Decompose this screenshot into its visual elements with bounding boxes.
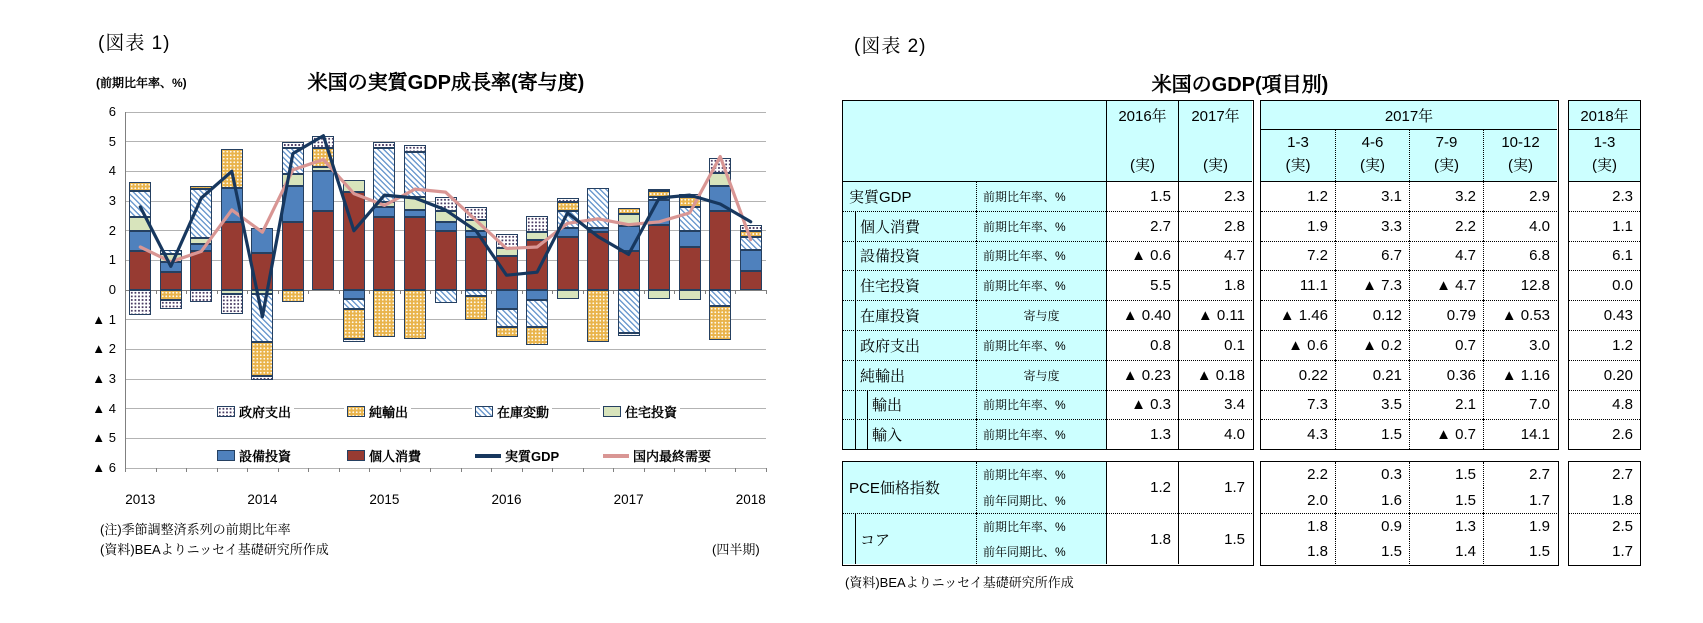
legend-label: 在庫変動 [497,405,550,420]
axis-tick [552,468,553,472]
pce-row-unit: 前年同期比、% [976,539,1106,565]
axis-tick [308,468,309,472]
y-tick-label: ▲ 4 [92,400,116,416]
year-label: 2016年 [1118,108,1167,125]
actual-label: (実) [1508,157,1533,174]
pce-cell-quarter: 0.9 [1335,513,1409,539]
cell-annual: ▲ 0.40 [1106,300,1178,330]
pce-cell-quarter: 1.4 [1409,539,1483,565]
y-tick-label: ▲ 2 [92,341,116,357]
year-label: 2017年 [1191,108,1240,125]
y-tick-label: 1 [108,252,116,268]
axis-tick [278,468,279,472]
chart-note: (注)季節調整済系列の前期比年率 [100,522,291,537]
legend-item-netex [344,401,411,422]
x-year-label: 2018 [735,492,766,507]
table-header-2018-group: 2018年 [1569,101,1640,129]
cell-2018: 2.6 [1569,419,1640,449]
row-unit: 前期比年率、% [976,211,1106,241]
figure1-label: (図表 1) [98,33,171,54]
cell-quarter: 14.1 [1483,419,1557,449]
cell-annual: ▲ 0.3 [1106,390,1178,420]
indent-line [855,211,856,449]
legend-label: 個人消費 [369,449,422,464]
actual-label: (実) [1360,157,1385,174]
pce-cell-quarter: 1.8 [1261,513,1335,539]
cell-quarter: 0.36 [1409,360,1483,390]
legend-swatch-inv [475,406,493,417]
pce-cell-2018: 1.7 [1612,542,1633,560]
indent-line [855,513,856,564]
cell-quarter: 3.3 [1335,211,1409,241]
chart-y-axis-unit-label: (前期比年率、%) [96,76,187,90]
table-header-quarter [1409,129,1483,181]
pce-row-unit: 前期比年率、% [976,513,1106,539]
chart-quarterly-note: (四半期) [712,542,760,557]
pce-cell-quarter: 1.5 [1335,539,1409,565]
cell-annual: 1.5 [1106,181,1178,211]
row-label-8: 輸出 [843,390,976,420]
cell-2018: 1.1 [1569,211,1640,241]
pce-cell-2018: 1.8 [1612,491,1633,509]
row-unit: 前期比年率、% [976,330,1106,360]
actual-label: (実) [1285,157,1311,174]
pce-cell-annual: 1.2 [1106,462,1178,513]
x-year-label: 2016 [491,492,522,507]
axis-tick [339,468,340,472]
pce-cell-2018: 2.5 [1569,513,1640,539]
pce-cell-quarter: 1.9 [1483,513,1557,539]
axis-tick [186,468,187,472]
pce-cell-quarter: 1.8 [1307,542,1328,560]
y-tick-label: ▲ 6 [92,460,116,475]
axis-tick [491,468,492,472]
y-tick-label: ▲ 1 [92,311,116,327]
cell-annual: ▲ 0.18 [1178,360,1252,390]
legend-item-line-dfd [600,445,714,466]
legend-item-line-gdp [472,445,562,466]
cell-quarter: 11.1 [1261,270,1335,300]
cell-annual: 0.8 [1106,330,1178,360]
y-tick-label: 2 [108,222,116,238]
cell-annual: 2.7 [1106,211,1178,241]
cell-quarter: ▲ 0.53 [1483,300,1557,330]
axis-tick [705,468,706,472]
table-header-quarter [1483,129,1557,181]
axis-tick [369,468,370,472]
chart-title: 米国の実質GDP成長率(寄与度) [307,72,585,94]
pce-row-unit: 前年同期比、% [976,488,1106,514]
axis-tick [522,468,523,472]
cell-quarter: 1.5 [1335,419,1409,449]
table-header-quarter [1335,129,1409,181]
table-header-2017-group: 2017年 [1261,101,1557,129]
axis-tick [430,468,431,472]
pce-cell-quarter: 1.7 [1483,488,1557,514]
row-label-4: 住宅投資 [843,270,976,300]
y-tick-label: 3 [108,193,116,208]
cell-annual: 2.3 [1178,181,1252,211]
legend-swatch-gov [217,406,235,417]
row-label-7: 純輸出 [843,360,976,390]
legend-label: 実質GDP [505,449,560,464]
table-header-year [1106,101,1178,181]
cell-2018: 4.8 [1569,390,1640,420]
cell-quarter: 0.12 [1335,300,1409,330]
cell-quarter: 0.7 [1409,330,1483,360]
cell-annual: 3.4 [1178,390,1252,420]
pce-cell-2018: 2.7 [1612,466,1633,484]
legend-label: 住宅投資 [625,405,678,420]
axis-tick [156,468,157,472]
actual-label: (実) [1203,157,1228,174]
cell-quarter: 2.1 [1409,390,1483,420]
legend-label: 純輸出 [369,405,409,420]
pce-table-left-block [842,461,1254,566]
pce-cell-quarter: 0.3 [1335,462,1409,488]
legend-label: 設備投資 [239,449,292,464]
axis-tick [217,468,218,472]
table-header-year [1178,101,1252,181]
axis-tick [766,290,767,294]
pce-row-label: コア [843,513,976,564]
cell-quarter: 4.0 [1483,211,1557,241]
table-source-note: (資料)BEAよりニッセイ基礎研究所作成 [845,575,1074,590]
table-header-quarter-2018 [1569,129,1640,181]
cell-quarter: ▲ 0.7 [1409,419,1483,449]
pce-table-2017-quarters-block [1260,461,1559,566]
legend-swatch-netex [347,406,365,417]
axis-tick [735,468,736,472]
cell-2018: 0.0 [1569,270,1640,300]
pce-cell-quarter: 1.5 [1409,488,1483,514]
quarter-label: 1-3 [1593,134,1616,151]
pce-cell-annual: 1.8 [1106,513,1178,564]
legend-swatch-line-gdp [475,454,501,458]
figure2-label: (図表 2) [854,36,927,57]
y-tick-label: 5 [108,133,116,149]
axis-tick [766,468,767,472]
cell-quarter: 4.3 [1261,419,1335,449]
legend-item-gov [214,401,294,422]
legend-label: 政府支出 [239,405,292,420]
axis-tick [644,468,645,472]
row-unit: 前期比年率、% [976,181,1106,211]
pce-cell-quarter: 1.3 [1409,513,1483,539]
pce-row-label: PCE価格指数 [843,462,976,513]
cell-quarter: 1.2 [1261,181,1335,211]
actual-label: (実) [1130,157,1155,174]
axis-tick [125,468,126,472]
x-year-label: 2013 [125,492,156,507]
cell-quarter: ▲ 0.6 [1261,330,1335,360]
x-year-label: 2017 [613,492,644,507]
cell-annual: ▲ 0.11 [1178,300,1252,330]
cell-annual: ▲ 0.6 [1106,241,1178,271]
axis-tick [674,468,675,472]
x-year-label: 2015 [369,492,400,507]
x-year-label: 2014 [247,492,278,507]
pce-cell-annual: 1.5 [1178,513,1252,564]
cell-quarter: 1.9 [1261,211,1335,241]
legend-swatch-line-dfd [603,454,629,458]
quarter-label: 7-9 [1435,134,1458,151]
cell-quarter: ▲ 1.46 [1261,300,1335,330]
axis-tick [583,468,584,472]
cell-quarter: 3.2 [1409,181,1483,211]
cell-2018: 2.3 [1569,181,1640,211]
pce-cell-quarter: 1.6 [1335,488,1409,514]
gdp-table-2018-block [1568,100,1641,450]
cell-quarter: 7.2 [1261,241,1335,271]
row-label-6: 政府支出 [843,330,976,360]
row-unit: 前期比年率、% [976,419,1106,449]
y-tick-label: 4 [108,163,116,179]
y-tick-label: 6 [108,104,116,119]
legend-item-inv [472,401,552,422]
cell-quarter: 4.7 [1409,241,1483,271]
cell-quarter: 12.8 [1483,270,1557,300]
row-label-9: 輸入 [843,419,976,449]
pce-cell-quarter: 2.2 [1307,466,1328,484]
y-tick-label: ▲ 3 [92,371,116,386]
cell-quarter: 7.0 [1483,390,1557,420]
y-tick-label: ▲ 5 [92,430,116,446]
axis-tick [400,468,401,472]
actual-label: (実) [1434,157,1459,174]
cell-quarter: 7.3 [1261,390,1335,420]
legend-swatch-housing [603,406,621,417]
axis-tick [461,468,462,472]
cell-annual: ▲ 0.23 [1106,360,1178,390]
pce-cell-annual: 1.7 [1178,462,1252,513]
cell-annual: 1.8 [1178,270,1252,300]
cell-quarter: 0.22 [1261,360,1335,390]
cell-quarter: 3.1 [1335,181,1409,211]
axis-tick [613,468,614,472]
cell-quarter: 2.9 [1483,181,1557,211]
cell-annual: 2.8 [1178,211,1252,241]
legend-swatch-capex [217,450,235,461]
pce-cell-quarter: 2.7 [1483,462,1557,488]
cell-2018: 6.1 [1569,241,1640,271]
actual-label: (実) [1592,157,1617,174]
cell-quarter: ▲ 1.16 [1483,360,1557,390]
cell-quarter: 0.79 [1409,300,1483,330]
cell-annual: 4.0 [1178,419,1252,449]
cell-quarter: 3.5 [1335,390,1409,420]
legend-swatch-pce [347,450,365,461]
row-unit: 寄与度 [976,360,1106,390]
cell-annual: 0.1 [1178,330,1252,360]
cell-quarter: ▲ 0.2 [1335,330,1409,360]
row-label-1: 実質GDP [843,181,976,211]
cell-2018: 0.43 [1569,300,1640,330]
y-tick-label: 0 [108,282,116,297]
row-unit: 前期比年率、% [976,390,1106,420]
row-label-2: 個人消費 [843,211,976,241]
gdp-table-main-left-block [842,100,1254,450]
row-label-3: 設備投資 [843,241,976,271]
quarter-label: 1-3 [1287,134,1309,151]
pce-row-unit: 前期比年率、% [976,462,1106,488]
pce-cell-quarter: 1.5 [1409,462,1483,488]
quarter-label: 4-6 [1361,134,1384,151]
axis-tick [247,468,248,472]
legend-item-capex [214,445,294,466]
pce-cell-quarter: 1.5 [1483,539,1557,565]
pce-table-2018-block [1568,461,1641,566]
cell-2018: 0.20 [1569,360,1640,390]
row-label-5: 在庫投資 [843,300,976,330]
cell-annual: 5.5 [1106,270,1178,300]
table-header-quarter [1261,129,1335,181]
quarter-label: 10-12 [1501,134,1540,151]
pce-cell-quarter: 2.0 [1307,491,1328,509]
cell-annual: 1.3 [1106,419,1178,449]
legend-label: 国内最終需要 [633,449,712,464]
cell-quarter: 6.8 [1483,241,1557,271]
cell-quarter: 3.0 [1483,330,1557,360]
line-gdp [140,136,750,317]
chart-source-note: (資料)BEAよりニッセイ基礎研究所作成 [100,542,329,557]
row-unit: 寄与度 [976,300,1106,330]
cell-quarter: ▲ 7.3 [1335,270,1409,300]
legend-item-pce [344,445,424,466]
cell-quarter: 2.2 [1409,211,1483,241]
cell-annual: 4.7 [1178,241,1252,271]
cell-quarter: 0.21 [1335,360,1409,390]
indent-line [867,390,868,450]
cell-quarter: ▲ 4.7 [1409,270,1483,300]
row-unit: 前期比年率、% [976,270,1106,300]
row-unit: 前期比年率、% [976,241,1106,271]
table-header-corner [843,101,1106,181]
cell-2018: 1.2 [1569,330,1640,360]
cell-quarter: 6.7 [1335,241,1409,271]
table-title: 米国のGDP(項目別) [1151,74,1329,96]
legend-item-housing [600,401,680,422]
gdp-table-2017-quarters-block [1260,100,1559,450]
